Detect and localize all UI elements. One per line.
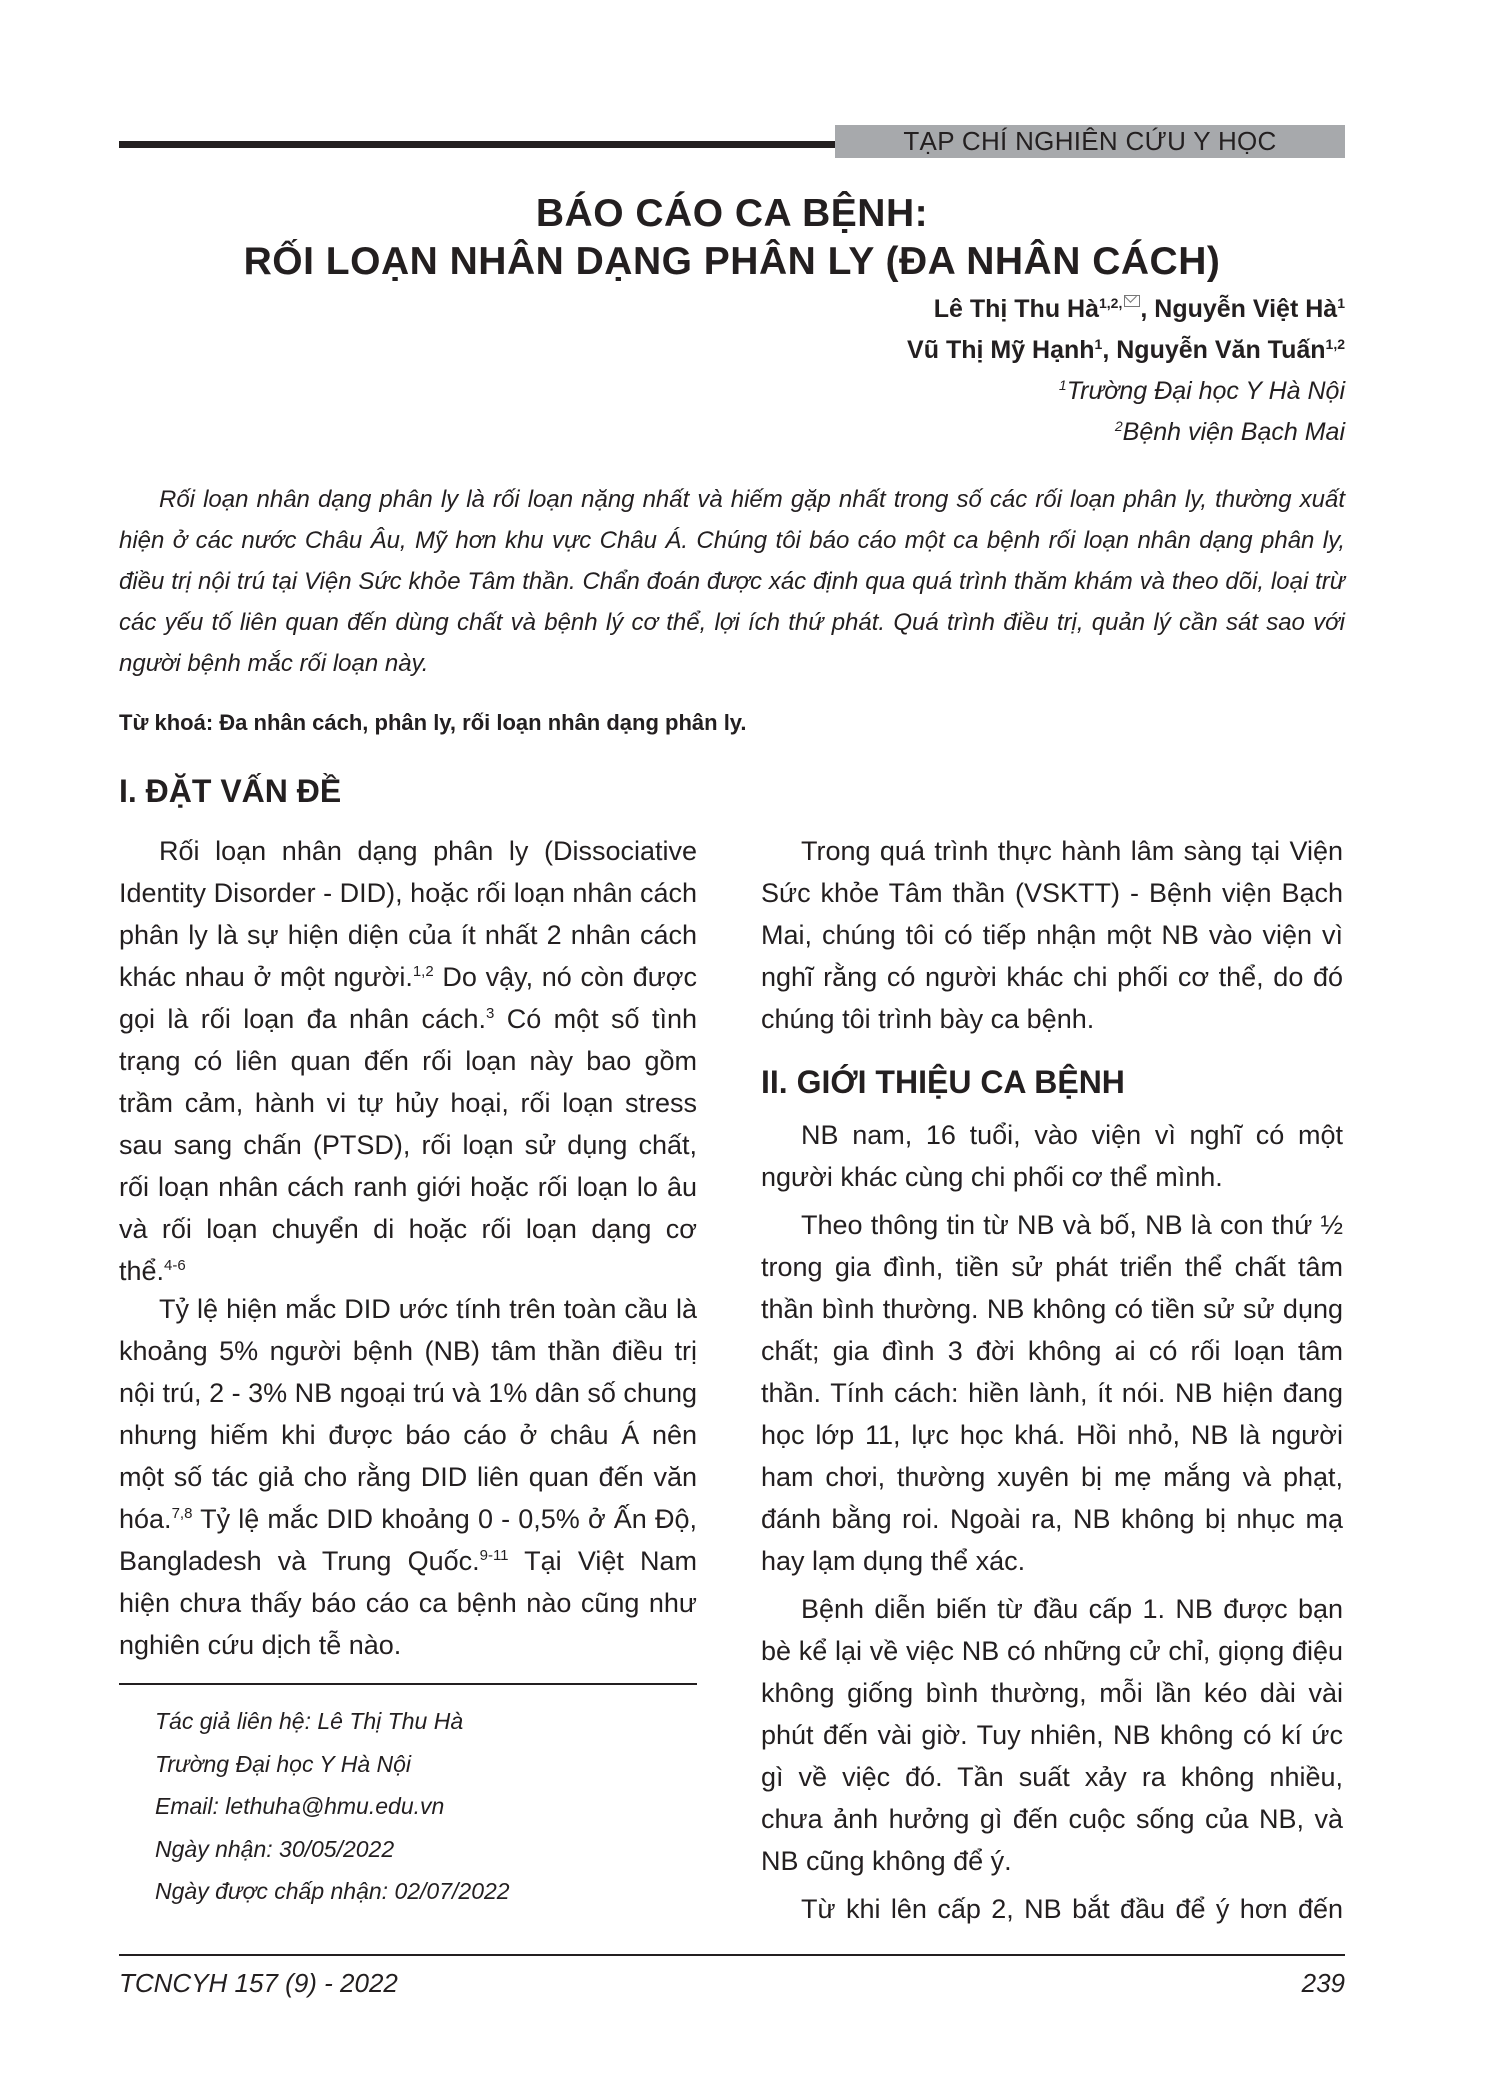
right-column-case <box>761 1114 1343 1930</box>
author-affil-sup: 1,2, <box>1099 295 1123 311</box>
footnote-email: Email: lethuha@hmu.edu.vn <box>155 1793 445 1819</box>
affiliation-2 <box>1115 418 1345 447</box>
author-separator: , <box>1102 336 1117 364</box>
paragraph: Trong quá trình thực hành lâm sàng tại Viện Sức khỏe Tâm thần (VSKTT) - Bệnh viện Bạch Mai, chúng tôi có tiếp nhận một NB vào viện vì nghĩ rằng có người khác chi phối cơ thể, do đó chúng tôi trình bày ca bệnh. <box>761 836 1343 1034</box>
authors-line-1 <box>934 295 1345 324</box>
left-column-body <box>119 830 697 1292</box>
citation-sup: 1,2 <box>412 963 434 980</box>
paragraph: Bệnh diễn biến từ đầu cấp 1. NB được bạn bè kể lại về việc NB có những cử chỉ, giọng điệu không giống bình thường, mỗi lần kéo dài vài phút đến vài giờ. Tuy nhiên, NB không có kí ức gì về việc đó. Tần suất xảy ra không nhiều, chưa ảnh hưởng gì đến cuộc sống của NB, và NB cũng không để ý. <box>761 1594 1343 1876</box>
journal-name: TẠP CHÍ NGHIÊN CỨU Y HỌC <box>903 126 1277 156</box>
footnote-institution: Trường Đại học Y Hà Nội <box>155 1750 412 1777</box>
right-column-intro <box>761 830 1343 1040</box>
citation-sup: 9-11 <box>479 1547 509 1564</box>
citation-sup: 7,8 <box>171 1505 193 1522</box>
author-name: Lê Thị Thu Hà <box>933 295 1099 323</box>
text-run: Tỷ lệ mắc DID khoảng 0 - 0,5% ở Ấn Độ, Bangladesh và Trung Quốc. <box>119 1504 697 1576</box>
author-name: Nguyễn Văn Tuấn <box>1116 336 1326 364</box>
author-separator: , <box>1140 295 1155 323</box>
left-column-body-2 <box>119 1288 697 1666</box>
header-rule <box>119 141 835 148</box>
affiliation-sup: 1 <box>1058 377 1067 393</box>
text-run: Rối loạn nhân dạng phân ly (Dissociative Identity Disorder - DID), hoặc rối loạn nhân cách phân ly là sự hiện diện của ít nhất 2 nhân cách khác nhau ở một người. <box>119 836 697 992</box>
keywords: Từ khoá: Đa nhân cách, phân ly, rối loạn nhân dạng phân ly. <box>119 710 747 735</box>
citation-sup: 3 <box>486 1005 495 1022</box>
page-number: 239 <box>1301 1968 1345 1998</box>
text-run: Tỷ lệ hiện mắc DID ước tính trên toàn cầu là khoảng 5% người bệnh (NB) tâm thần điều trị nội trú, 2 - 3% NB ngoại trú và 1% dân số chung nhưng hiếm khi được báo cáo ở châu Á nên một số tác giả cho rằng DID liên quan đến văn hóa. <box>119 1294 697 1534</box>
text-run: Có một số tình trạng có liên quan đến rối loạn này bao gồm trầm cảm, hành vi tự hủy hoại, rối loạn stress sau sang chấn (PTSD), rối loạn sử dụng chất, rối loạn nhân cách ranh giới hoặc rối loạn lo âu và rối loạn chuyển di hoặc rối loạn dạng cơ thể. <box>119 1004 697 1286</box>
footer-citation: TCNCYH 157 (9) - 2022 <box>119 1968 398 1998</box>
section-heading-case: II. GIỚI THIỆU CA BỆNH <box>761 1064 1125 1100</box>
paragraph <box>119 830 697 1292</box>
text-run: Do vậy, nó còn được gọi là rối loạn đa nhân cách. <box>119 962 697 1034</box>
text-run: Tại Việt Nam hiện chưa thấy báo cáo ca bệnh nào cũng như nghiên cứu dịch tễ nào. <box>119 1546 697 1660</box>
affiliation-text: Bệnh viện Bạch Mai <box>1122 418 1345 446</box>
footnote-contact: Tác giả liên hệ: Lê Thị Thu Hà <box>155 1708 464 1734</box>
title-line-2: RỐI LOẠN NHÂN DẠNG PHÂN LY (ĐA NHÂN CÁCH) <box>243 240 1221 283</box>
paragraph: Từ khi lên cấp 2, NB bắt đầu để ý hơn đến <box>801 1894 1343 1924</box>
paragraph <box>119 1288 697 1666</box>
paragraph: NB nam, 16 tuổi, vào viện vì nghĩ có một người khác cùng chi phối cơ thể mình. <box>761 1120 1343 1192</box>
mail-icon <box>1124 295 1140 307</box>
paragraph: Theo thông tin từ NB và bố, NB là con thứ ½ trong gia đình, tiền sử phát triển thể chất tâm thần bình thường. NB không có tiền sử sử dụng chất; gia đình 3 đời không ai có rối loạn tâm thần. Tính cách: hiền lành, ít nói. NB hiện đang học lớp 11, lực học khá. Hồi nhỏ, NB là người ham chơi, thường xuyên bị mẹ mắng và phạt, đánh bằng roi. Ngoài ra, NB không bị nhục mạ hay lạm dụng thể xác. <box>761 1210 1343 1576</box>
authors-line-2 <box>907 336 1345 365</box>
affiliation-text: Trường Đại học Y Hà Nội <box>1066 377 1345 405</box>
author-affil-sup: 1,2 <box>1325 336 1345 352</box>
footnote-accepted: Ngày được chấp nhận: 02/07/2022 <box>155 1878 510 1904</box>
section-heading-introduction: I. ĐẶT VẤN ĐỀ <box>119 773 342 809</box>
citation-sup: 4-6 <box>164 1257 186 1274</box>
title-line-1: BÁO CÁO CA BỆNH: <box>535 192 929 235</box>
author-name: Nguyễn Việt Hà <box>1154 295 1338 323</box>
affiliation-1 <box>1059 377 1345 406</box>
footer-rule <box>119 1954 1345 1956</box>
author-name: Vũ Thị Mỹ Hạnh <box>907 336 1095 364</box>
author-affil-sup: 1 <box>1094 336 1103 352</box>
footnote-received: Ngày nhận: 30/05/2022 <box>155 1835 395 1862</box>
affiliation-sup: 2 <box>1114 418 1123 434</box>
footnote-rule <box>119 1683 697 1685</box>
abstract: Rối loạn nhân dạng phân ly là rối loạn nặng nhất và hiếm gặp nhất trong số các rối loạn phân ly, thường xuất hiện ở các nước Châu Âu, Mỹ hơn khu vực Châu Á. Chúng tôi báo cáo một ca bệnh rối loạn nhân dạng phân ly, điều trị nội trú tại Viện Sức khỏe Tâm thần. Chẩn đoán được xác định qua quá trình thăm khám và theo dõi, loại trừ các yếu tố liên quan đến dùng chất và bệnh lý cơ thể, lợi ích thứ phát. Quá trình điều trị, quản lý cần sát sao với người bệnh mắc rối loạn này. <box>119 486 1345 677</box>
footnotes <box>155 1700 510 1913</box>
author-affil-sup: 1 <box>1337 295 1345 311</box>
